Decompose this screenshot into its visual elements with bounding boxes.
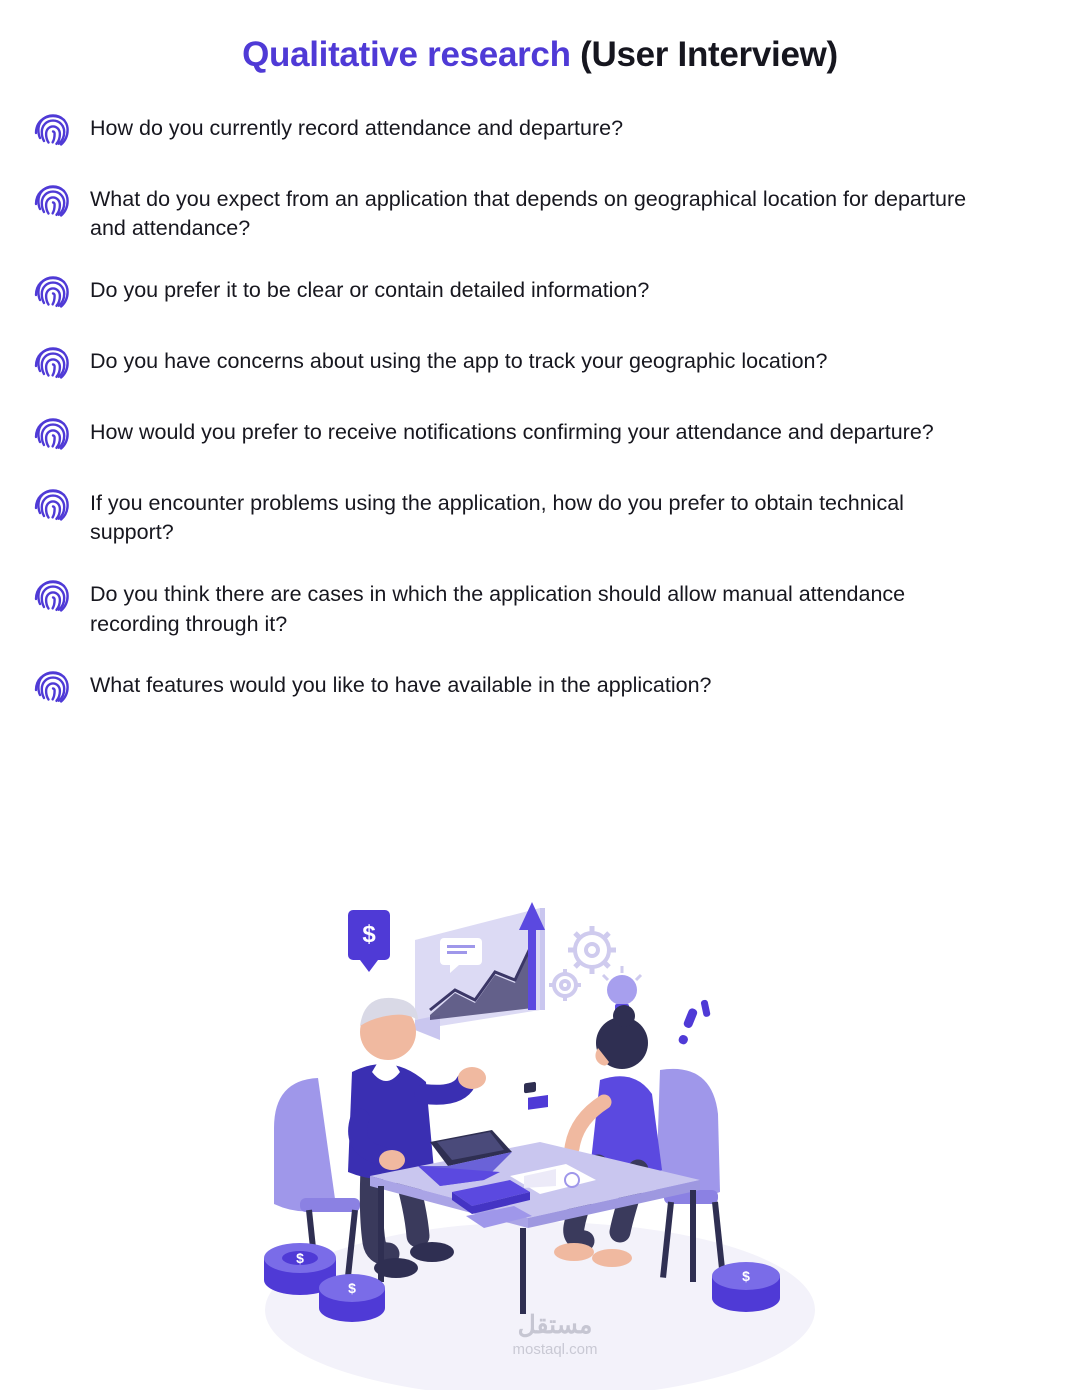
- svg-text:$: $: [296, 1250, 304, 1266]
- watermark-latin: mostaql.com: [512, 1341, 598, 1359]
- question-text: How do you currently record attendance and departure?: [90, 115, 624, 140]
- watermark: [455, 1310, 655, 1360]
- list-item: [30, 273, 1040, 315]
- fingerprint-icon: [30, 573, 76, 619]
- watermark-arabic: مستقل: [517, 1311, 593, 1339]
- question-text: What do you expect from an application that depends on geographical location for departure and attendance?: [90, 186, 967, 241]
- gears-icon: [549, 926, 616, 1001]
- clipboard: [510, 1082, 596, 1194]
- money-tag-icon: [348, 910, 390, 972]
- question-text: If you encounter problems using the application, how do you prefer to obtain technical support?: [90, 490, 904, 545]
- question-text: Do you prefer it to be clear or contain detailed information?: [90, 277, 650, 302]
- list-item: [30, 668, 1040, 710]
- questions-list: [0, 111, 1080, 711]
- fingerprint-icon: [30, 178, 76, 224]
- list-item: [30, 486, 1040, 548]
- fingerprint-icon: [30, 269, 76, 315]
- growth-chart-board: [415, 902, 545, 1040]
- question-text: Do you have concerns about using the app to track your geographic location?: [90, 348, 828, 373]
- question-text: What features would you like to have available in the application?: [90, 673, 712, 698]
- list-item: [30, 344, 1040, 386]
- question-text: How would you prefer to receive notifications confirming your attendance and departure?: [90, 419, 934, 444]
- svg-text:$: $: [362, 921, 376, 948]
- question-text: Do you think there are cases in which the application should allow manual attendance recording through it?: [90, 582, 906, 636]
- list-item: [30, 577, 1040, 639]
- fingerprint-icon: [30, 340, 76, 386]
- fingerprint-icon: [30, 411, 76, 457]
- svg-text:$: $: [348, 1280, 356, 1296]
- page-title-plain: (User Interview): [580, 35, 838, 74]
- fingerprint-icon: [30, 482, 76, 528]
- fingerprint-icon: [30, 664, 76, 710]
- page-title-accent: Qualitative research: [242, 35, 571, 74]
- svg-text:$: $: [742, 1268, 750, 1284]
- fingerprint-icon: [30, 107, 76, 153]
- list-item: [30, 415, 1040, 457]
- emphasis-marks: [677, 999, 710, 1045]
- page-title: [0, 0, 1080, 75]
- list-item: [30, 111, 1040, 153]
- list-item: [30, 182, 1040, 244]
